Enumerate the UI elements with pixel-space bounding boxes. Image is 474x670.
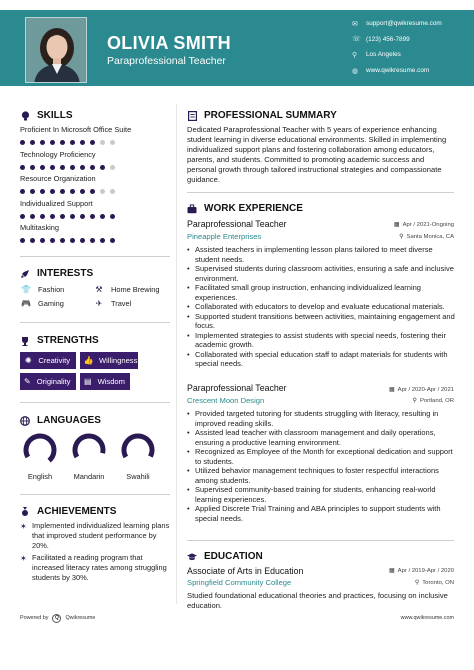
rating-dot-filled <box>80 238 85 243</box>
skill-rating <box>20 140 170 145</box>
languages-heading: LANGUAGES <box>20 415 101 426</box>
calendar-icon: ▦ <box>389 568 395 574</box>
rating-dot-filled <box>50 140 55 145</box>
footer-url[interactable]: www.qwikresume.com <box>400 615 454 621</box>
star-icon: ✶ <box>20 522 27 531</box>
rating-dot-filled <box>50 214 55 219</box>
strength-chip: ✺ Creativity <box>20 352 76 369</box>
list-item: • Implemented strategies to assist students with special needs, fostering their academic growth. <box>187 331 455 350</box>
skill-rating <box>20 189 170 194</box>
medal-icon <box>20 507 30 517</box>
meter-arc <box>124 436 152 457</box>
rating-dot-filled <box>40 165 45 170</box>
rating-dot-empty <box>100 189 105 194</box>
rating-dot-filled <box>20 189 25 194</box>
summary-text: Dedicated Paraprofessional Teacher with 5 years of experience enhancing student learning in diverse educational environments. Skilled in implementing individualized support plans and fostering collaboration among educators, parents, and students. Committed to promoting academic success and personal growth through tailored instructional strategies and compassionate guidance. <box>187 125 447 184</box>
rating-dot-empty <box>110 189 115 194</box>
job-dates: ▦ Apr / 2020-Apr / 2021 <box>389 387 454 393</box>
company-name: Crescent Moon Design <box>187 396 265 405</box>
rating-dot-filled <box>30 165 35 170</box>
contact-website[interactable]: ◍ www.qwikresume.com <box>352 67 430 75</box>
rating-dot-filled <box>30 140 35 145</box>
rating-dot-empty <box>110 165 115 170</box>
rating-dot-filled <box>70 140 75 145</box>
job-dates: ▦ Apr / 2021-Ongoing <box>393 222 454 228</box>
pin-icon: ⚲ <box>399 234 404 240</box>
language-item: Mandarin <box>67 432 111 481</box>
skill-rating <box>20 214 170 219</box>
achievements-heading: ACHIEVEMENTS <box>20 506 116 517</box>
rating-dot-filled <box>40 140 45 145</box>
job-location: ⚲ Santa Monica, CA <box>399 234 454 240</box>
skill-rating <box>20 238 170 243</box>
contact-email[interactable]: ✉ support@qwikresume.com <box>352 20 442 28</box>
meter-arc <box>75 436 103 457</box>
book-icon: ▤ <box>84 377 92 386</box>
contact-list <box>352 16 470 78</box>
hammer-icon: ⚒ <box>95 284 103 294</box>
pin-icon: ⚲ <box>414 580 420 586</box>
column-divider <box>176 104 177 604</box>
candidate-title: Paraprofessional Teacher <box>107 55 226 67</box>
education-heading: EDUCATION <box>187 551 263 562</box>
rating-dot-filled <box>50 165 55 170</box>
trophy-icon <box>20 336 30 346</box>
job-location: ⚲ Portland, OR <box>412 398 454 404</box>
lightbulb-icon <box>20 111 30 121</box>
language-meter <box>71 432 107 468</box>
rating-dot-filled <box>100 238 105 243</box>
footer <box>20 612 454 624</box>
rocket-icon <box>20 269 30 279</box>
powered-by[interactable]: Powered by Q Qwikresume <box>20 615 96 621</box>
location-icon: ⚲ <box>352 51 358 59</box>
star-icon: ✶ <box>20 554 27 563</box>
rating-dot-filled <box>60 238 65 243</box>
plane-icon: ✈ <box>95 298 103 308</box>
skill-item: Resource Organization <box>20 173 170 194</box>
interest-item: ✈ Travel <box>93 298 131 308</box>
phone-icon: ☏ <box>352 36 361 44</box>
job-bullets <box>187 409 455 523</box>
rating-dot-empty <box>110 140 115 145</box>
rating-dot-filled <box>90 165 95 170</box>
rating-dot-filled <box>90 214 95 219</box>
job-bullets <box>187 245 455 369</box>
thumbs-up-icon: 👍 <box>83 356 94 365</box>
rating-dot-filled <box>90 189 95 194</box>
rating-dot-filled <box>70 238 75 243</box>
rating-dot-filled <box>70 189 75 194</box>
language-meter <box>22 432 58 468</box>
contact-location: ⚲ Los Angeles <box>352 51 401 59</box>
rating-dot-filled <box>90 238 95 243</box>
list-item: • Recognized as Employee of the Month for exceptional dedication and support to students. <box>187 447 455 466</box>
rating-dot-filled <box>60 165 65 170</box>
burst-icon: ✺ <box>24 356 32 365</box>
globe-icon <box>20 416 30 426</box>
resume-header <box>0 0 474 96</box>
rating-dot-filled <box>80 214 85 219</box>
divider <box>187 540 454 541</box>
list-item: • Facilitated small group instruction, enhancing individualized learning experiences. <box>187 283 455 302</box>
school-name: Springfield Community College <box>187 578 292 587</box>
divider <box>20 256 170 257</box>
rating-dot-filled <box>80 189 85 194</box>
rating-dot-filled <box>110 238 115 243</box>
pencil-icon: ✎ <box>24 377 31 386</box>
rating-dot-filled <box>30 214 35 219</box>
email-icon: ✉ <box>352 20 358 28</box>
rating-dot-filled <box>20 165 25 170</box>
divider <box>20 494 170 495</box>
list-item: • Collaborated with educators to develop and evaluate educational materials. <box>187 302 455 312</box>
achievement-item: ✶ Facilitated a reading program that increased literacy rates among struggling students by 30%. <box>20 553 167 582</box>
interest-item: ⚒ Home Brewing <box>93 284 159 294</box>
rating-dot-filled <box>60 140 65 145</box>
education-location: ⚲ Toronto, ON <box>414 580 454 586</box>
rating-dot-filled <box>40 189 45 194</box>
rating-dot-filled <box>20 140 25 145</box>
rating-dot-filled <box>60 214 65 219</box>
shirt-icon: 👕 <box>21 284 31 294</box>
skill-rating <box>20 165 170 170</box>
summary-heading: PROFESSIONAL SUMMARY <box>187 110 337 121</box>
rating-dot-filled <box>100 165 105 170</box>
list-item: • Provided targeted tutoring for students struggling with literacy, resulting in improved reading skills. <box>187 409 455 428</box>
interest-item: 👕 Fashion <box>21 284 65 294</box>
document-icon <box>187 111 197 121</box>
rating-dot-filled <box>40 238 45 243</box>
language-item: English <box>18 432 62 481</box>
globe-icon: ◍ <box>352 67 359 75</box>
rating-dot-filled <box>20 214 25 219</box>
calendar-icon: ▦ <box>389 387 395 393</box>
experience-heading: WORK EXPERIENCE <box>187 203 303 214</box>
language-meter <box>120 432 156 468</box>
skill-item: Technology Proficiency <box>20 149 170 170</box>
degree-title: Associate of Arts in Education <box>187 566 304 576</box>
rating-dot-filled <box>80 140 85 145</box>
job-title: Paraprofessional Teacher <box>187 383 287 393</box>
rating-dot-filled <box>30 189 35 194</box>
rating-dot-filled <box>70 214 75 219</box>
rating-dot-filled <box>50 189 55 194</box>
strength-chip: 👍 Willingness <box>80 352 138 369</box>
divider <box>20 322 170 323</box>
list-item: • Applied Discrete Trial Training and ABA principles to support students with special needs. <box>187 504 455 523</box>
divider <box>20 402 170 403</box>
rating-dot-filled <box>40 214 45 219</box>
list-item: • Supervised students during classroom activities, ensuring a safe and inclusive environment. <box>187 264 455 283</box>
list-item: • Assisted teachers in implementing lesson plans tailored to meet diverse student needs. <box>187 245 455 264</box>
list-item: • Supported student transitions between activities, maintaining engagement and focus. <box>187 312 455 331</box>
list-item: • Utilized behavior management techniques to foster respectful interactions among students. <box>187 466 455 485</box>
candidate-name: OLIVIA SMITH <box>107 33 231 53</box>
rating-dot-filled <box>60 189 65 194</box>
strengths-heading: STRENGTHS <box>20 335 99 346</box>
rating-dot-filled <box>100 214 105 219</box>
gamepad-icon: 🎮 <box>21 298 31 308</box>
interest-item: 🎮 Gaming <box>21 298 64 308</box>
list-item: • Supervised community-based training for students, enhancing real-world learning experiences. <box>187 485 455 504</box>
list-item: • Collaborated with special education staff to adapt materials for students with special needs. <box>187 350 455 369</box>
rating-dot-filled <box>80 165 85 170</box>
education-text: Studied foundational educational theories and practices, focusing on inclusive education. <box>187 591 448 610</box>
rating-dot-filled <box>20 238 25 243</box>
skill-item: Individualized Support <box>20 198 170 219</box>
rating-dot-filled <box>70 165 75 170</box>
rating-dot-filled <box>90 140 95 145</box>
rating-dot-filled <box>110 214 115 219</box>
graduation-cap-icon <box>187 552 197 562</box>
list-item: • Assisted lead teacher with classroom management and daily operations, ensuring a productive learning environment. <box>187 428 455 447</box>
strength-chip: ✎ Originality <box>20 373 76 390</box>
divider <box>187 192 454 193</box>
company-name: Pineapple Enterprises <box>187 232 262 241</box>
achievement-item: ✶ Implemented individualized learning plans that improved student performance by 20%. <box>20 521 170 550</box>
interests-heading: INTERESTS <box>20 268 93 279</box>
qwikresume-logo-icon: Q <box>52 614 61 623</box>
contact-phone[interactable]: ☏ (123) 456-7899 <box>352 35 410 44</box>
pin-icon: ⚲ <box>412 398 417 404</box>
profile-photo <box>25 17 87 83</box>
skills-heading: SKILLS <box>20 110 73 121</box>
skill-item: Multitasking <box>20 222 170 243</box>
strength-chip: ▤ Wisdom <box>80 373 130 390</box>
job-title: Paraprofessional Teacher <box>187 219 287 229</box>
calendar-icon: ▦ <box>393 222 400 228</box>
rating-dot-filled <box>30 238 35 243</box>
rating-dot-filled <box>50 238 55 243</box>
education-dates: ▦ Apr / 2019-Apr / 2020 <box>389 568 454 574</box>
language-item: Swahili <box>116 432 160 481</box>
skill-item: Proficient In Microsoft Office Suite <box>20 124 170 145</box>
rating-dot-empty <box>100 140 105 145</box>
briefcase-icon <box>187 204 197 214</box>
